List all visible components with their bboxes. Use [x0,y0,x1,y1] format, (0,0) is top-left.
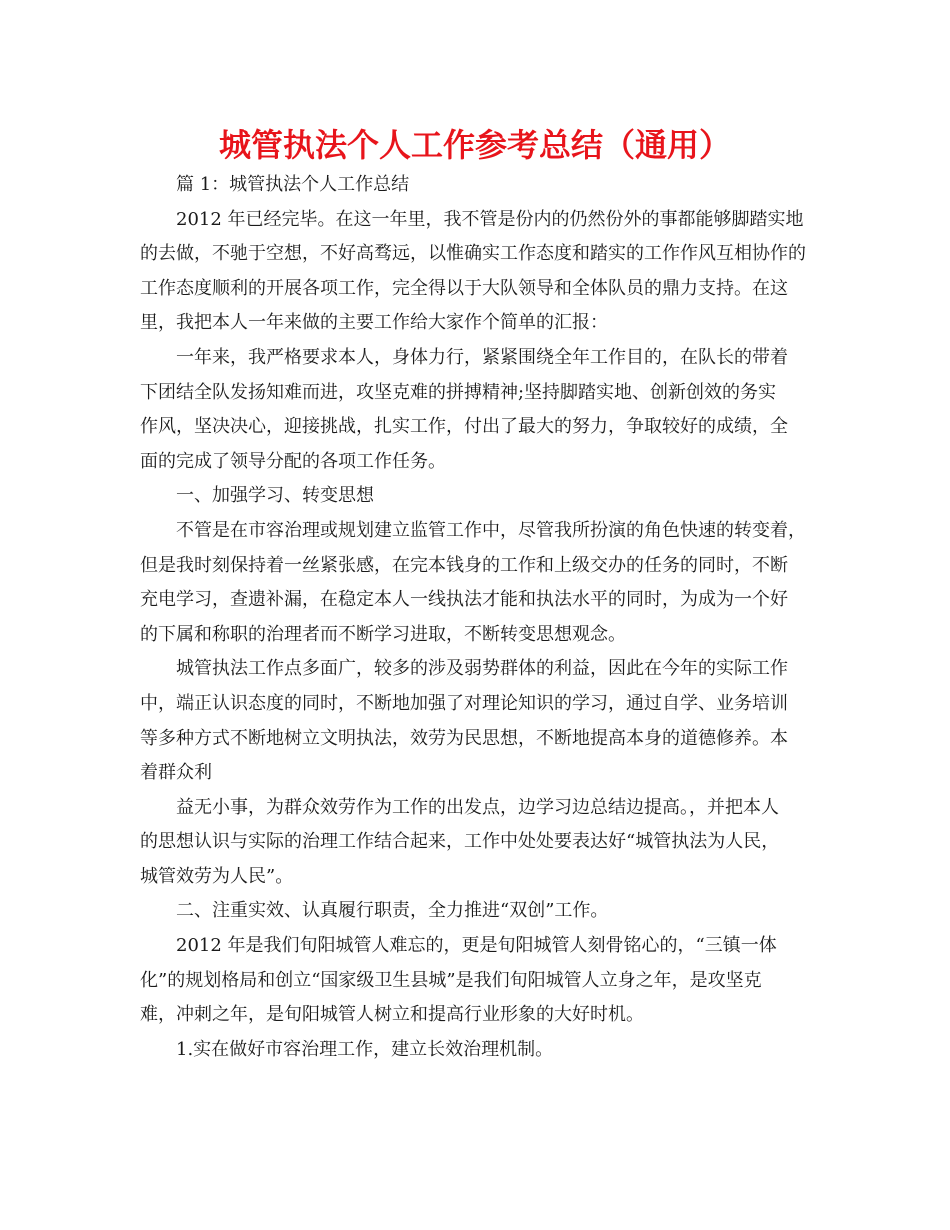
text-line: 2012 年已经完毕。在这一年里，我不管是份内的仍然份外的事都能够脚踏实地 [176,208,804,230]
text-line: 1.实在做好市容治理工作，建立长效治理机制。 [176,1038,554,1060]
text-line: 充电学习，查遗补漏，在稳定本人一线执法才能和执法水平的同时，为成为一个好 [140,589,788,611]
text-line: 化”的规划格局和创立“国家级卫生县城”是我们旬阳城管人立身之年，是攻坚克 [140,969,762,991]
text-line: 着群众利 [140,762,212,784]
text-line: 不管是在市容治理或规划建立监管工作中，尽管我所扮演的角色快速的转变着， [176,519,806,541]
text-line: 篇 1：城管执法个人工作总结 [176,174,410,195]
text-line: 城管执法工作点多面广，较多的涉及弱势群体的利益，因此在今年的实际工作 [176,658,788,680]
document-body [140,168,820,1067]
text-line: 2012 年是我们旬阳城管人难忘的，更是旬阳城管人刻骨铭心的，“三镇一体 [176,935,777,957]
text-line: 二、注重实效、认真履行职责，全力推进“双创”工作。 [176,900,609,922]
document-title: 城管执法个人工作参考总结（通用） [218,126,731,164]
text-line: 工作态度顺利的开展各项工作，完全得以于大队领导和全体队员的鼎力支持。在这 [140,277,788,299]
text-line: 面的完成了领导分配的各项工作任务。 [140,450,446,472]
text-line: 等多种方式不断地树立文明执法，效劳为民思想，不断地提高本身的道德修养。本 [140,727,788,749]
text-line: 益无小事，为群众效劳作为工作的出发点，边学习边总结边提高。，并把本人 [176,796,779,818]
text-line: 的下属和称职的治理者而不断学习进取，不断转变思想观念。 [140,623,626,645]
text-line: 一、加强学习、转变思想 [176,485,374,507]
text-line: 下团结全队发扬知难而进，攻坚克难的拼搏精神;坚持脚踏实地、创新创效的务实 [140,381,777,403]
text-line: 城管效劳为人民”。 [140,865,294,887]
text-line: 中，端正认识态度的同时，不断地加强了对理论知识的学习，通过自学、业务培训 [140,692,788,714]
text-line: 作风，坚决决心，迎接挑战，扎实工作，付出了最大的努力，争取较好的成绩，全 [140,416,788,438]
text-line: 的去做，不驰于空想，不好高骛远，以惟确实工作态度和踏实的工作作风互相协作的 [140,243,806,265]
text-line: 但是我时刻保持着一丝紧张感，在完本钱身的工作和上级交办的任务的同时，不断 [140,554,788,576]
text-line: 的思想认识与实际的治理工作结合起来，工作中处处要表达好“城管执法为人民， [140,831,780,853]
text-line: 里，我把本人一年来做的主要工作给大家作个简单的汇报： [140,312,608,334]
text-line: 一年来，我严格要求本人，身体力行，紧紧围绕全年工作目的，在队长的带着 [176,346,788,368]
text-line: 难，冲刺之年，是旬阳城管人树立和提高行业形象的大好时机。 [140,1004,644,1026]
